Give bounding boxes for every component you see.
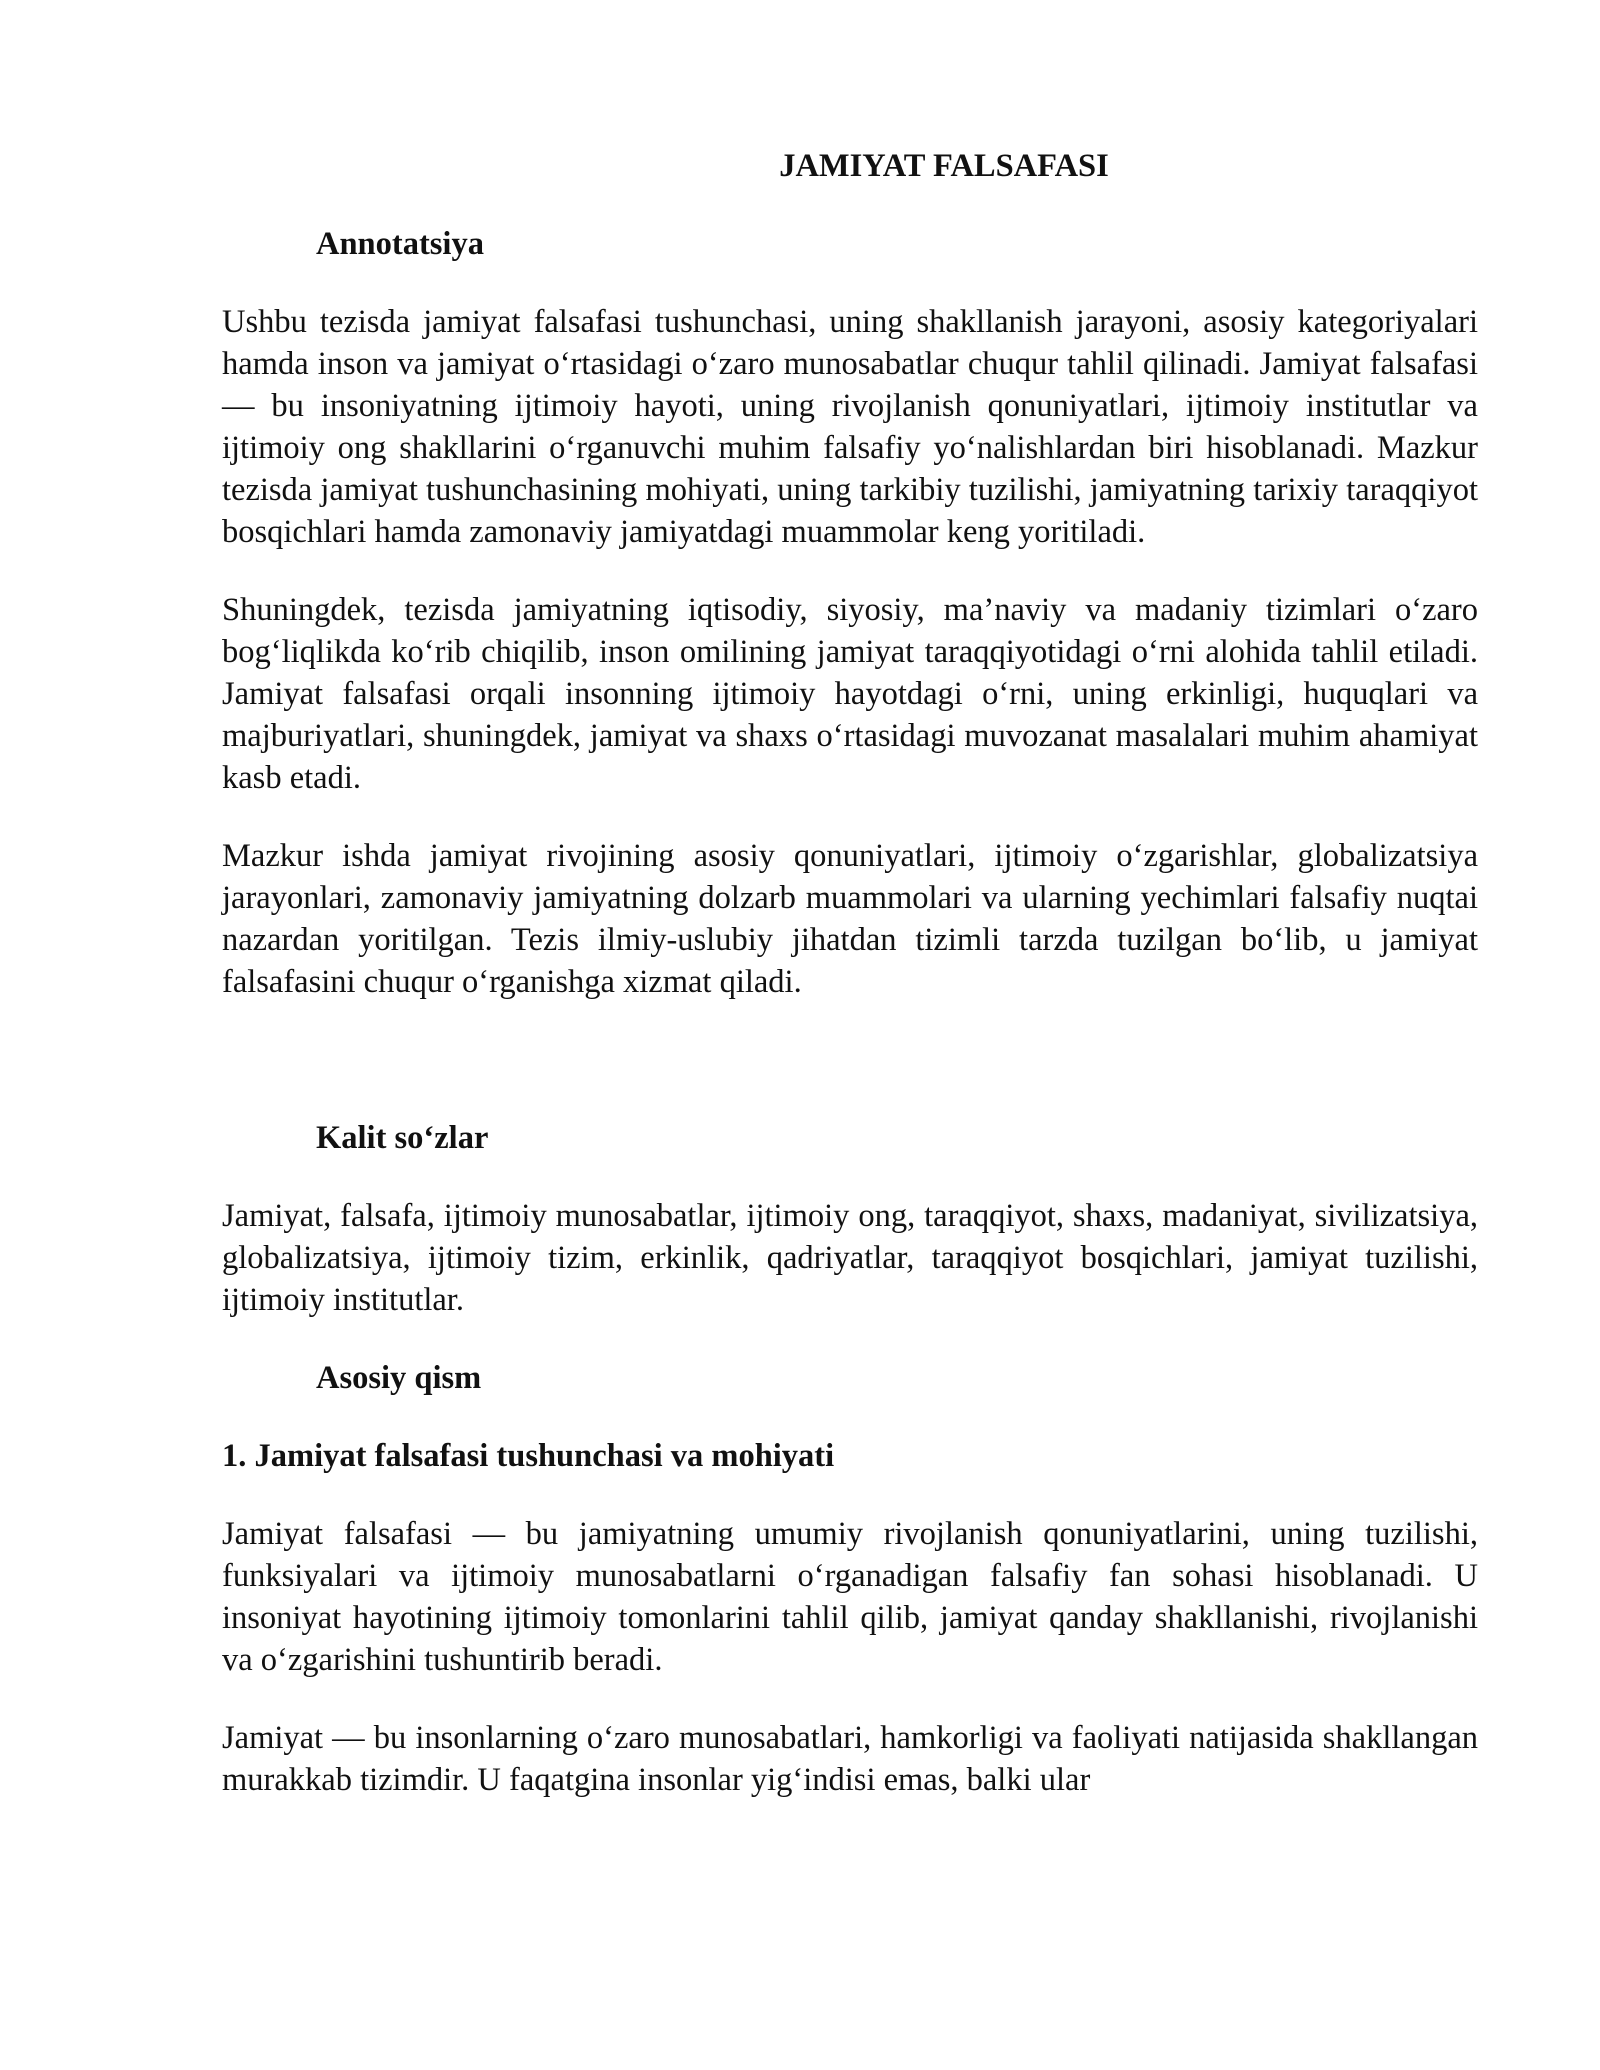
annotation-paragraph-1: Ushbu tezisda jamiyat falsafasi tushunchasi, uning shakllanish jarayoni, asosiy kategoriyalari hamda inson va jamiyat o‘rtasidagi o‘zaro munosabatlar chuqur tahlil qilinadi. Jamiyat falsafasi — bu insoniyatning ijtimoiy hayoti, uning rivojlanish qonuniyatlari, ijtimoiy institutlar va ijtimoiy ong shakllarini o‘rganuvchi muhim falsafiy yo‘nalishlardan biri hisoblanadi. Mazkur tezisda jamiyat tushunchasining mohiyati, uning tarkibiy tuzilishi, jamiyatning tarixiy taraqqiyot bosqichlari hamda zamonaviy jamiyatdagi muammolar keng yoritiladi.	[222, 304, 1478, 550]
section-spacer	[222, 1039, 1478, 1117]
document-page	[222, 145, 1478, 1837]
annotation-paragraph-3: Mazkur ishda jamiyat rivojining asosiy qonuniyatlari, ijtimoiy o‘zgarishlar, globalizatsiya jarayonlari, zamonaviy jamiyatning dolzarb muammolari va ularning yechimlari falsafiy nuqtai nazardan yoritilgan. Tezis ilmiy-uslubiy jihatdan tizimli tarzda tuzilgan bo‘lib, u jamiyat falsafasini chuqur o‘rganishga xizmat qiladi.	[222, 838, 1478, 1000]
annotation-paragraph-2: Shuningdek, tezisda jamiyatning iqtisodiy, siyosiy, ma’naviy va madaniy tizimlari o‘zaro bog‘liqlikda ko‘rib chiqilib, inson omilining jamiyat taraqqiyotidagi o‘rni alohida tahlil etiladi. Jamiyat falsafasi orqali insonning ijtimoiy hayotdagi o‘rni, uning erkinligi, huquqlari va majburiyatlari, shuningdek, jamiyat va shaxs o‘rtasidagi muvozanat masalalari muhim ahamiyat kasb etadi.	[222, 592, 1478, 796]
annotation-heading: Annotatsiya	[316, 226, 484, 262]
main-part-heading: Asosiy qism	[316, 1360, 482, 1396]
document-title: JAMIYAT FALSAFASI	[779, 148, 1109, 184]
section-1-paragraph-2: Jamiyat — bu insonlarning o‘zaro munosabatlari, hamkorligi va faoliyati natijasida shakllangan murakkab tizimdir. U faqatgina insonlar yig‘indisi emas, balki ular	[222, 1720, 1478, 1798]
section-1-heading: 1. Jamiyat falsafasi tushunchasi va mohiyati	[222, 1438, 835, 1474]
section-1-paragraph-1: Jamiyat falsafasi — bu jamiyatning umumiy rivojlanish qonuniyatlarini, uning tuzilishi, funksiyalari va ijtimoiy munosabatlarni o‘rganadigan falsafiy fan sohasi hisoblanadi. U insoniyat hayotining ijtimoiy tomonlarini tahlil qilib, jamiyat qanday shakllanishi, rivojlanishi va o‘zgarishini tushuntirib beradi.	[222, 1516, 1478, 1678]
keywords-paragraph: Jamiyat, falsafa, ijtimoiy munosabatlar, ijtimoiy ong, taraqqiyot, shaxs, madaniyat, sivilizatsiya, globalizatsiya, ijtimoiy tizim, erkinlik, qadriyatlar, taraqqiyot bosqichlari, jamiyat tuzilishi, ijtimoiy institutlar.	[222, 1198, 1478, 1318]
keywords-heading: Kalit so‘zlar	[316, 1120, 489, 1156]
